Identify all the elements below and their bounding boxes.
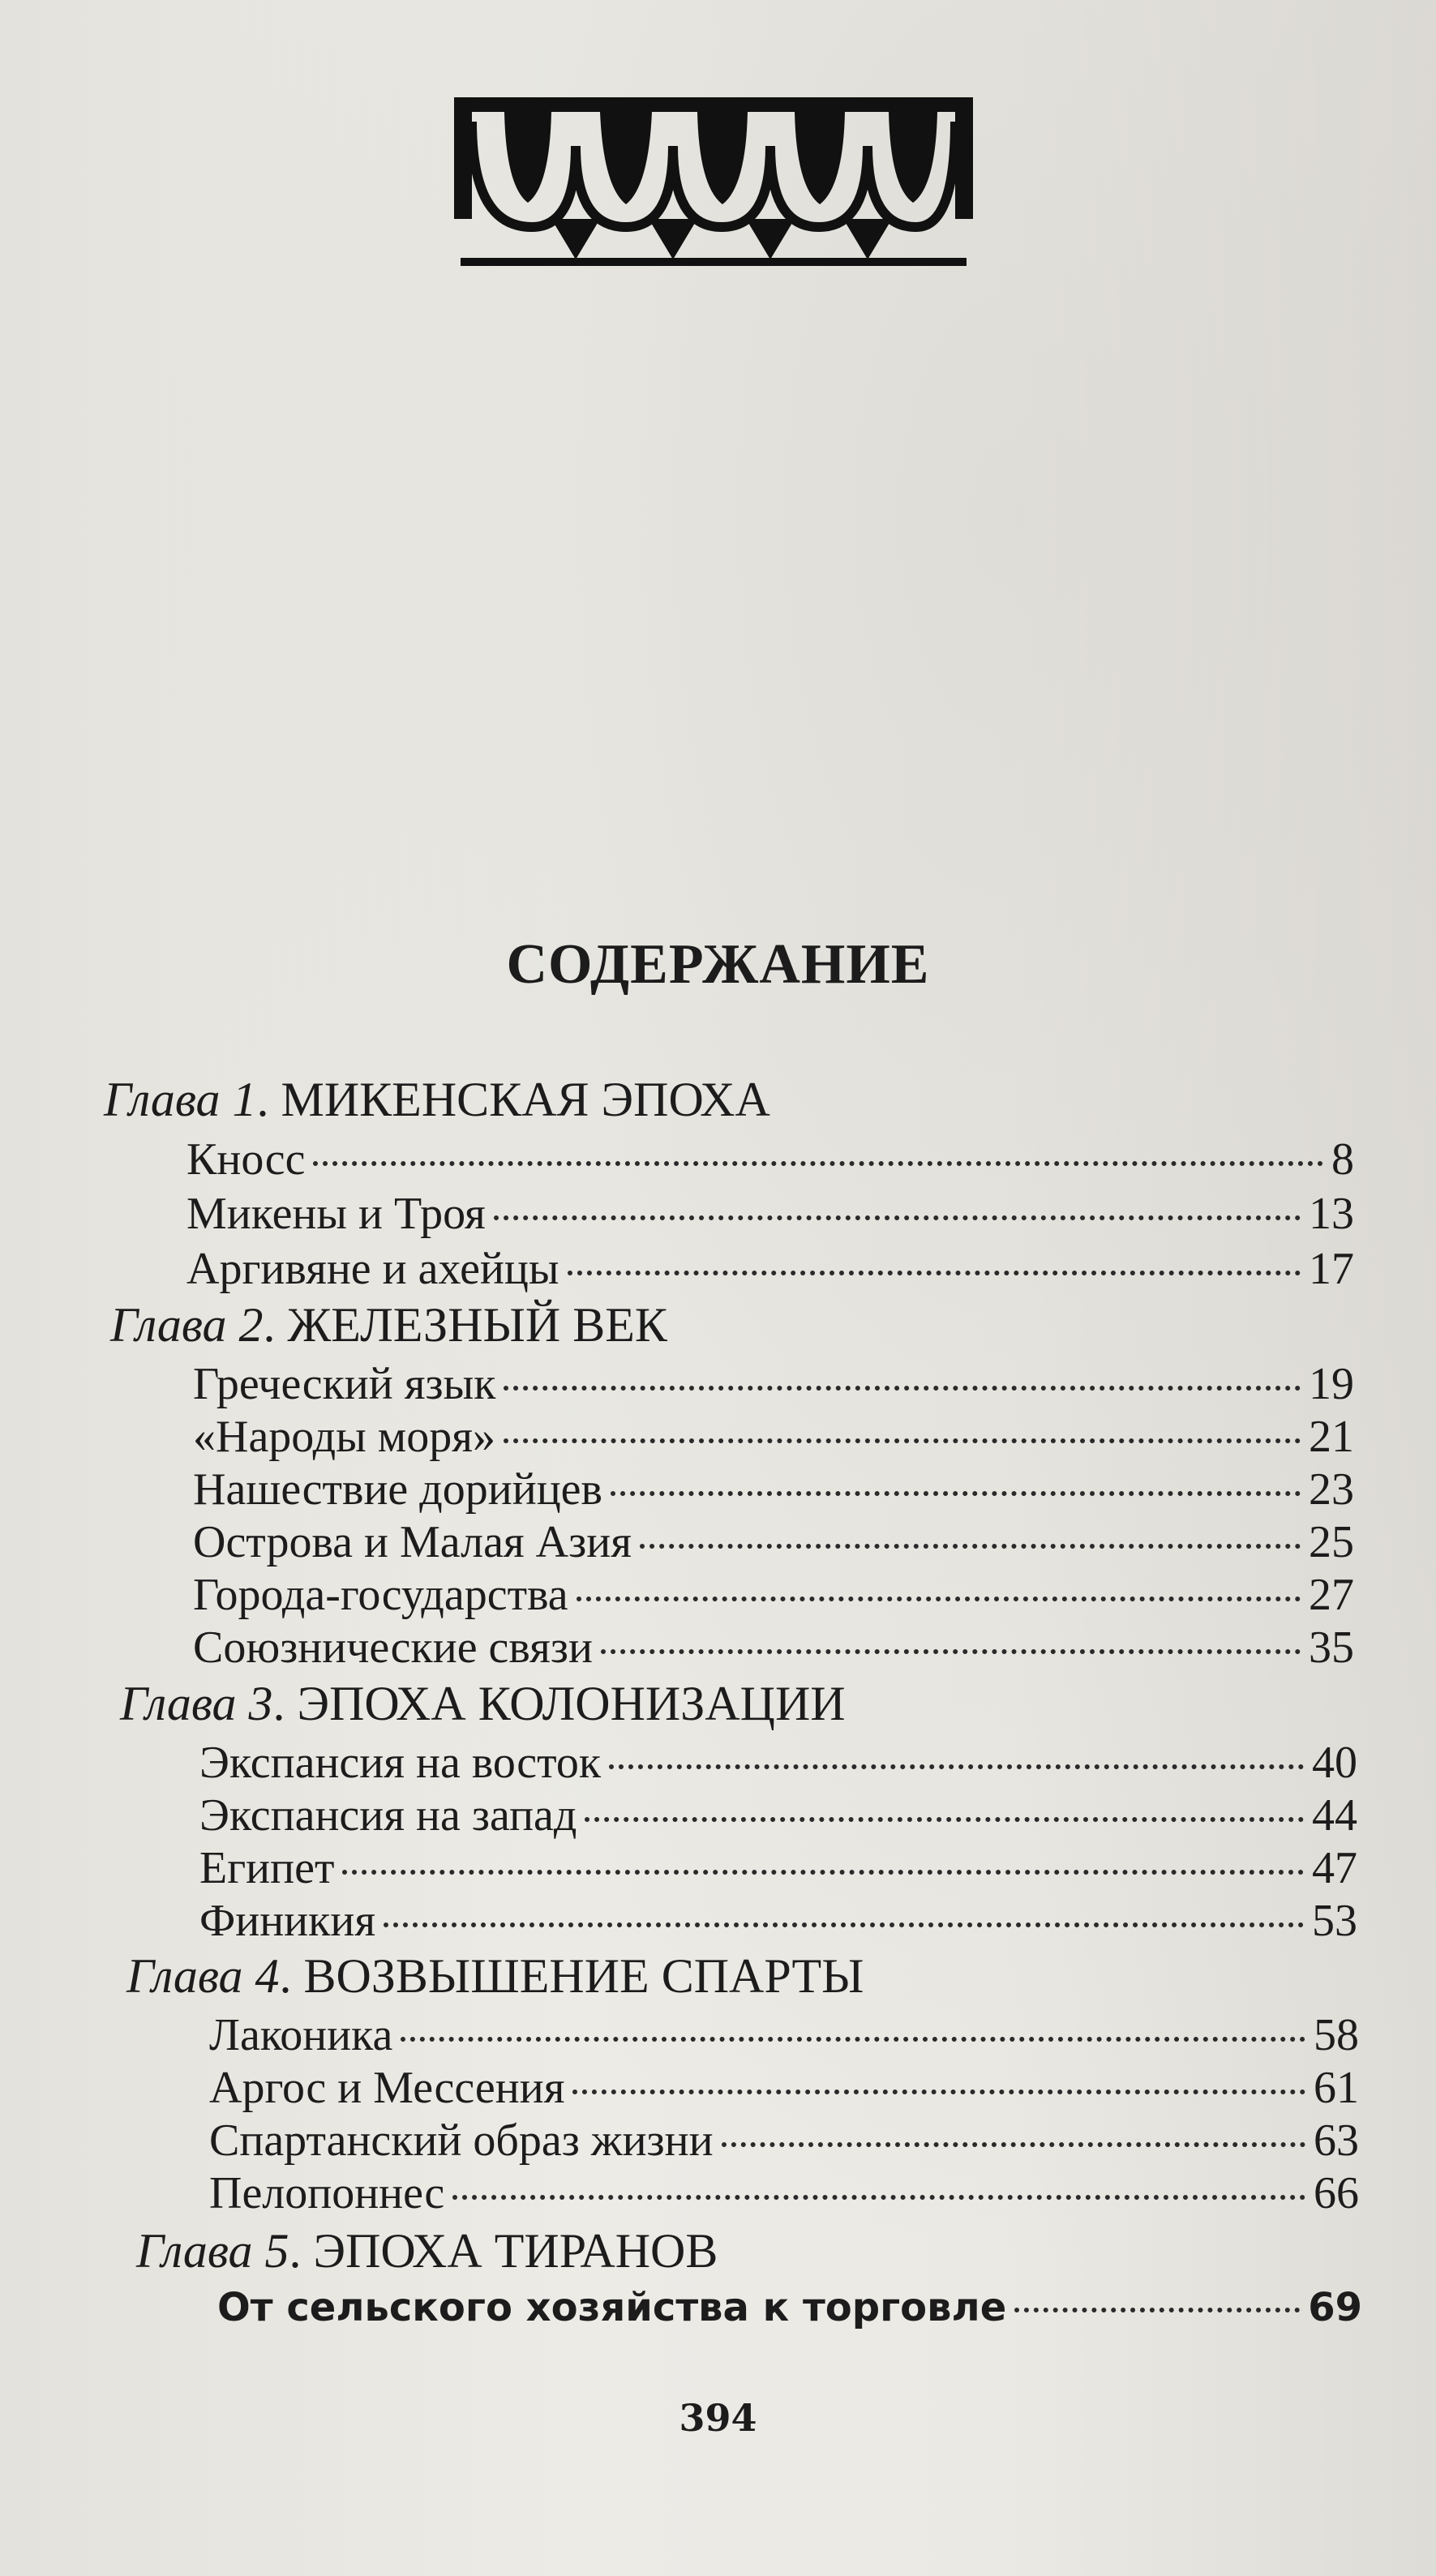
page-title: СОДЕРЖАНИЕ — [506, 933, 930, 996]
entry-page-number: 13 — [1309, 1189, 1354, 1239]
entry-name: Лаконика — [209, 2010, 393, 2060]
toc-entry[interactable] — [186, 1134, 1354, 1190]
entry-page-number: 8 — [1331, 1134, 1354, 1185]
entry-page-number: 69 — [1308, 2285, 1362, 2330]
toc-entry[interactable] — [217, 2285, 1362, 2342]
toc-entry[interactable] — [193, 1569, 1354, 1626]
entry-name: Экспансия на восток — [199, 1738, 602, 1788]
chapter-title: . ЖЕЛЕЗНЫЙ ВЕК — [263, 1298, 667, 1352]
chapter-title: . ЭПОХА КОЛОНИЗАЦИИ — [272, 1677, 846, 1730]
dot-leader — [1014, 2308, 1300, 2312]
entry-page-number: 44 — [1312, 1790, 1357, 1841]
chapter-label: Глава 3 — [120, 1677, 273, 1730]
toc-entry[interactable] — [193, 1516, 1354, 1573]
entry-name: Экспансия на запад — [199, 1790, 577, 1841]
dot-leader — [601, 1649, 1301, 1654]
entry-page-number: 19 — [1309, 1359, 1354, 1409]
entry-name: Аргос и Мессения — [209, 2063, 565, 2113]
dot-leader — [452, 2195, 1305, 2200]
entry-name: Аргивяне и ахейцы — [186, 1244, 559, 1294]
dot-leader — [609, 1764, 1304, 1769]
entry-name: Египет — [199, 1843, 335, 1893]
entry-name: От сельского хозяйства к торговле — [217, 2285, 1007, 2330]
entry-page-number: 21 — [1309, 1412, 1354, 1462]
entry-name: Острова и Малая Азия — [193, 1517, 632, 1567]
chapter-1-heading — [104, 1072, 770, 1128]
entry-name: Финикия — [199, 1896, 376, 1946]
dot-leader — [384, 1922, 1304, 1927]
entry-page-number: 47 — [1312, 1843, 1357, 1893]
chapter-title: . МИКЕНСКАЯ ЭПОХА — [256, 1073, 770, 1126]
entry-name: Союзнические связи — [193, 1622, 593, 1673]
entry-page-number: 17 — [1309, 1244, 1354, 1294]
entry-name: Микены и Троя — [186, 1189, 486, 1239]
entry-name: Нашествие дорийцев — [193, 1464, 602, 1515]
toc-entry[interactable] — [199, 1895, 1357, 1952]
chapter-label: Глава 1 — [104, 1073, 257, 1126]
entry-page-number: 23 — [1309, 1464, 1354, 1515]
dot-leader — [722, 2142, 1305, 2147]
chapter-title: . ВОЗВЫШЕНИЕ СПАРТЫ — [279, 1949, 864, 2003]
dot-leader — [568, 1271, 1301, 1275]
dot-leader — [401, 2037, 1305, 2042]
entry-page-number: 53 — [1312, 1896, 1357, 1946]
chapter-5-heading — [136, 2223, 718, 2279]
toc-entry[interactable] — [193, 1411, 1354, 1468]
toc-entry[interactable] — [199, 1737, 1357, 1794]
chapter-label: Глава 2 — [110, 1298, 264, 1352]
chapter-3-heading — [120, 1676, 846, 1732]
chapter-title: . ЭПОХА ТИРАНОВ — [289, 2224, 718, 2278]
toc-entry[interactable] — [193, 1622, 1354, 1678]
entry-page-number: 66 — [1314, 2168, 1359, 2218]
dot-leader — [611, 1491, 1301, 1496]
entry-name: Города-государства — [193, 1570, 568, 1620]
toc-entry[interactable] — [193, 1358, 1354, 1415]
entry-page-number: 58 — [1314, 2010, 1359, 2060]
toc-entry[interactable] — [209, 2062, 1359, 2119]
entry-name: «Народы моря» — [193, 1412, 495, 1462]
dot-leader — [572, 2090, 1305, 2094]
chapter-2-heading — [110, 1297, 667, 1353]
dot-leader — [577, 1597, 1301, 1601]
entry-name: Кносс — [186, 1134, 306, 1185]
entry-page-number: 40 — [1312, 1738, 1357, 1788]
entry-page-number: 63 — [1314, 2115, 1359, 2166]
dot-leader — [640, 1544, 1301, 1549]
entry-name: Греческий язык — [193, 1359, 496, 1409]
entry-page-number: 61 — [1314, 2063, 1359, 2113]
entry-page-number: 25 — [1309, 1517, 1354, 1567]
toc-entry[interactable] — [186, 1243, 1354, 1300]
toc-entry[interactable] — [199, 1789, 1357, 1846]
entry-page-number: 27 — [1309, 1570, 1354, 1620]
dot-leader — [494, 1215, 1301, 1220]
entry-name: Пелопоннес — [209, 2168, 445, 2218]
page-number: 394 — [679, 2396, 757, 2440]
toc-entry[interactable] — [199, 1842, 1357, 1899]
toc-entry[interactable] — [193, 1464, 1354, 1520]
toc-entry[interactable] — [209, 2167, 1359, 2224]
chapter-label: Глава 4 — [126, 1949, 280, 2003]
chapter-4-heading — [126, 1948, 864, 2004]
dot-leader — [504, 1438, 1301, 1443]
chapter-label: Глава 5 — [136, 2224, 289, 2278]
entry-page-number: 35 — [1309, 1622, 1354, 1673]
dot-leader — [585, 1817, 1304, 1822]
dot-leader — [504, 1386, 1301, 1391]
dot-leader — [313, 1161, 1323, 1166]
toc-entry[interactable] — [209, 2009, 1359, 2066]
toc-entry[interactable] — [186, 1188, 1354, 1245]
entry-name: Спартанский образ жизни — [209, 2115, 714, 2166]
toc-entry[interactable] — [209, 2115, 1359, 2171]
dot-leader — [342, 1870, 1304, 1875]
